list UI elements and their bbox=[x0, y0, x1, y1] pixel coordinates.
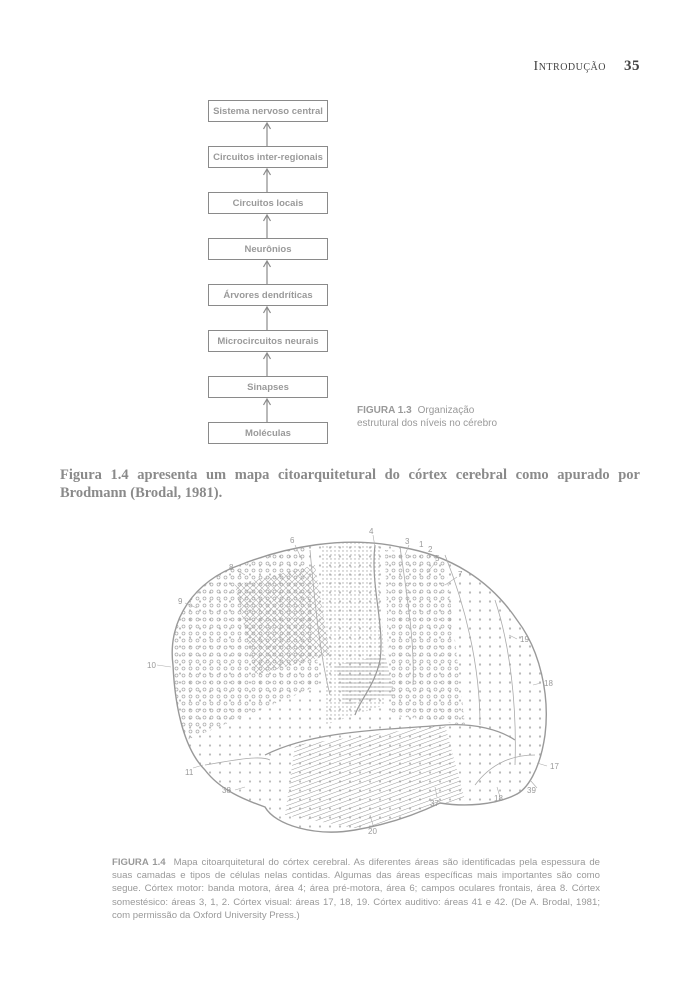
area-label-2: 2 bbox=[428, 545, 433, 554]
area-label-37: 37 bbox=[430, 799, 439, 808]
level-box-local-circuits: Circuitos locais bbox=[208, 192, 328, 214]
figure-1-4-caption-text: Mapa citoarquitetural do córtex cerebral. As diferentes áreas são identificadas pela espessura de suas camadas e tipos de células nelas contidas. Algumas das áreas específicas mais importantes são como segue. Córtex motor: banda motora, área 4; área pré-motora, área 6; campos oculares frontais, área 8. Córtex somestésico: áreas 3, 1, 2. Córtex visual: áreas 17, 18, 19. Córtex auditivo: áreas 41 e 42. (De A. Brodal, 1981; com permissão da Oxford University Press.) bbox=[112, 857, 600, 921]
area-label-11: 11 bbox=[185, 768, 194, 777]
running-header bbox=[534, 58, 640, 75]
figure-1-3-caption-text: Organização estrutural dos níveis no cérebro bbox=[357, 405, 498, 429]
area-label-20: 20 bbox=[368, 827, 377, 836]
figure-1-3-caption bbox=[357, 404, 507, 430]
level-box-cns: Sistema nervoso central bbox=[208, 100, 328, 122]
body-paragraph: Figura 1.4 apresenta um mapa citoarquitetural do córtex cerebral como apurado por Brodmann (Brodal, 1981). bbox=[60, 467, 640, 501]
arrow-up-icon bbox=[266, 214, 268, 238]
area-label-18-lower: 18 bbox=[494, 794, 503, 803]
area-label-6: 6 bbox=[290, 536, 295, 545]
level-box-neurons: Neurônios bbox=[208, 238, 328, 260]
level-box-microcircuits: Microcircuitos neurais bbox=[208, 330, 328, 352]
area-label-18-upper: 18 bbox=[544, 679, 553, 688]
area-label-3: 3 bbox=[405, 537, 410, 546]
area-label-9: 9 bbox=[178, 597, 183, 606]
level-box-molecules: Moléculas bbox=[208, 422, 328, 444]
area-label-19: 19 bbox=[520, 635, 529, 644]
area-label-8: 8 bbox=[229, 563, 234, 572]
arrow-up-icon bbox=[266, 398, 268, 422]
figure-1-3-label: FIGURA 1.3 bbox=[357, 405, 412, 416]
figure-1-4-label: FIGURA 1.4 bbox=[112, 857, 166, 868]
level-box-inter-regional: Circuitos inter-regionais bbox=[208, 146, 328, 168]
arrow-up-icon bbox=[266, 260, 268, 284]
arrow-up-icon bbox=[266, 352, 268, 376]
area-label-1: 1 bbox=[419, 540, 424, 549]
area-label-10: 10 bbox=[147, 661, 156, 670]
chapter-title: Introdução bbox=[533, 59, 606, 74]
arrow-up-icon bbox=[266, 168, 268, 192]
area-label-17: 17 bbox=[550, 762, 559, 771]
figure-1-4-brain-map bbox=[145, 525, 575, 840]
arrow-up-icon bbox=[266, 306, 268, 330]
area-label-39: 39 bbox=[527, 786, 536, 795]
area-label-4: 4 bbox=[369, 527, 374, 536]
area-label-7: 7 bbox=[458, 570, 463, 579]
level-box-synapses: Sinapses bbox=[208, 376, 328, 398]
area-label-5: 5 bbox=[435, 554, 440, 563]
page-number: 35 bbox=[624, 58, 640, 74]
figure-1-4-caption bbox=[112, 856, 600, 922]
arrow-up-icon bbox=[266, 122, 268, 146]
area-label-38: 38 bbox=[222, 786, 231, 795]
figure-1-3-hierarchy bbox=[208, 100, 330, 445]
level-box-dendritic-trees: Árvores dendríticas bbox=[208, 284, 328, 306]
